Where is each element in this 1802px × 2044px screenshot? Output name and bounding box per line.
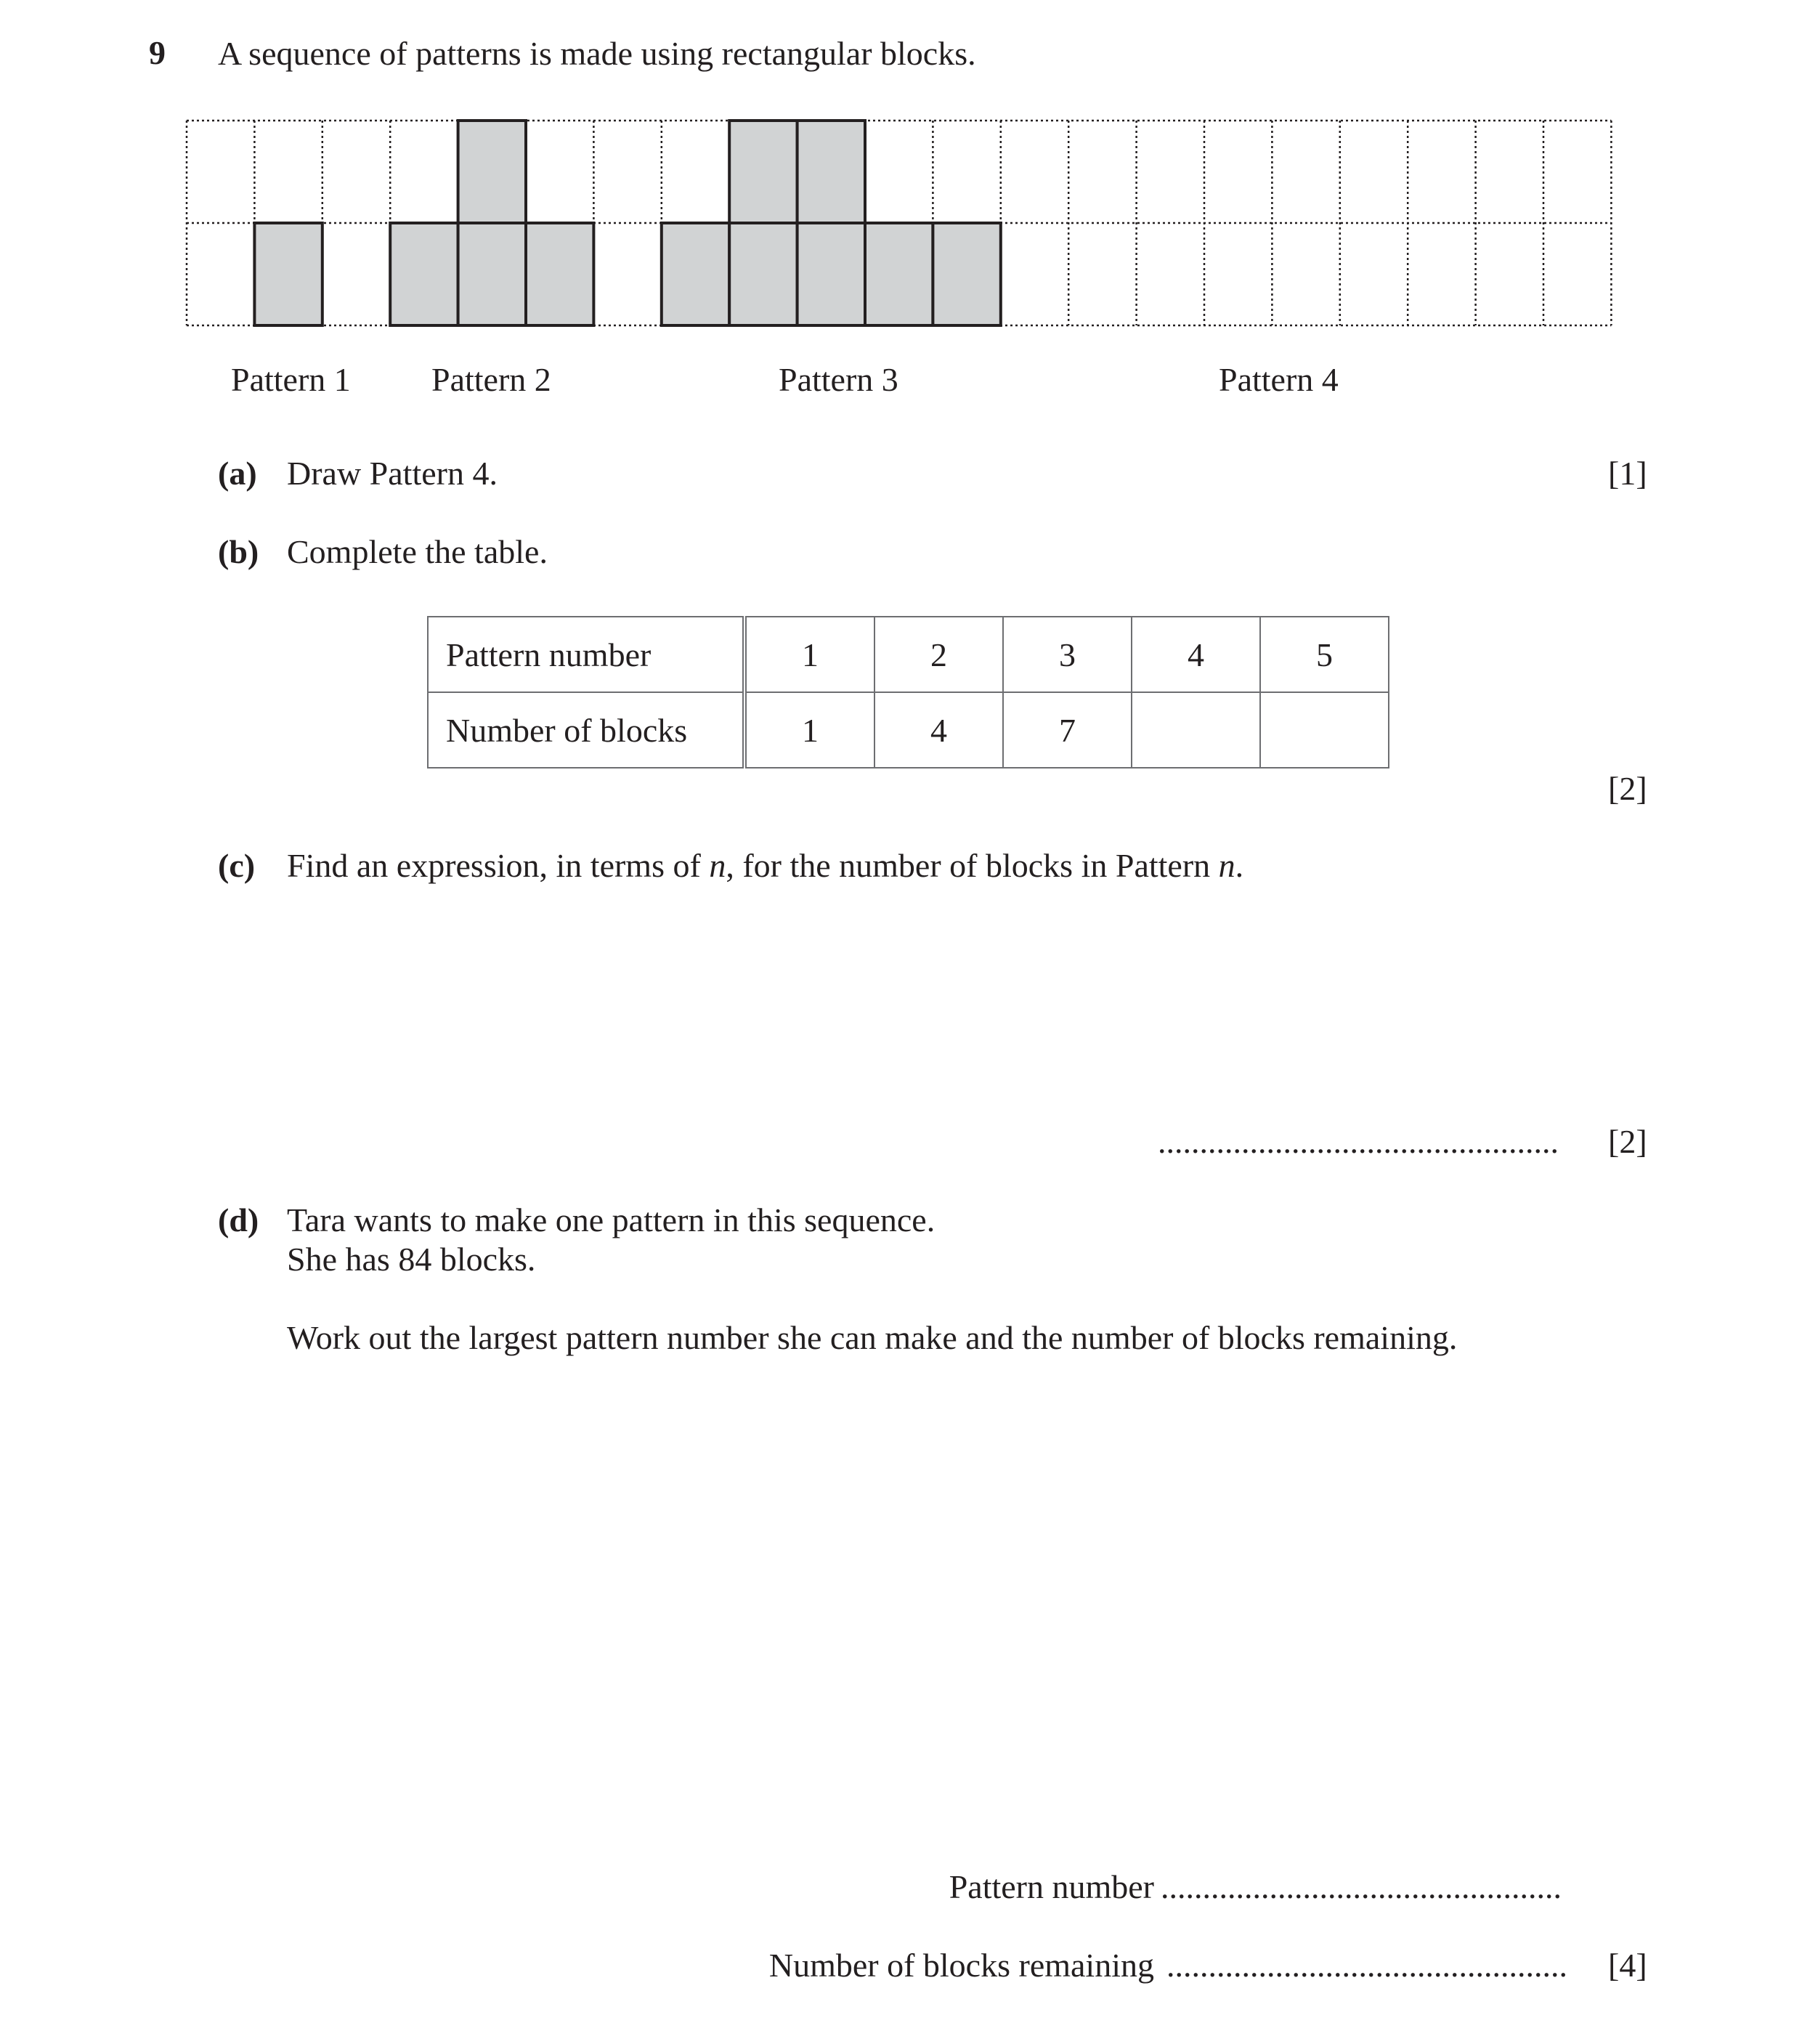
pattern-block [662,223,729,325]
part-d-line-2: She has 84 blocks. [287,1241,536,1278]
table-row-number-of-blocks [428,692,1389,768]
pattern-diagram [0,0,1802,341]
question-intro: A sequence of patterns is made using rectangular blocks. [218,35,976,72]
table-cell: 4 [1132,617,1260,692]
pattern-block [390,223,458,325]
table-answer-cell[interactable] [1260,692,1389,768]
variable-n: n [1218,847,1235,884]
table-row-pattern-number [428,617,1389,692]
pattern-block [797,121,865,223]
table-cell: 1 [744,692,874,768]
table-cell: 7 [1003,692,1132,768]
pattern-1-label: Pattern 1 [231,361,351,398]
part-a-text: Draw Pattern 4. [287,455,498,492]
part-a-label: (a) [218,455,257,492]
part-d-line-1: Tara wants to make one pattern in this sequence. [287,1201,936,1238]
part-c-text-start: Find an expression, in terms of [287,847,710,884]
pattern-block [865,223,933,325]
pattern-2-label: Pattern 2 [431,361,551,398]
part-b-marks: [2] [1608,770,1647,807]
pattern-table [427,616,1389,768]
part-d-line-3: Work out the largest pattern number she can make and the number of blocks remaining. [287,1319,1458,1356]
part-c-label: (c) [218,847,256,884]
table-cell: 4 [874,692,1003,768]
answer-blocks-remaining-line[interactable]: ................................................ [1166,1947,1567,1984]
part-a-marks: [1] [1608,455,1647,492]
table-cell: 5 [1260,617,1389,692]
pattern-block [458,223,526,325]
pattern-3-label: Pattern 3 [779,361,898,398]
pattern-block [254,223,322,325]
table-cell: 2 [874,617,1003,692]
part-c-text-middle: , for the number of blocks in Pattern [726,847,1219,884]
part-c-text-end: . [1235,847,1244,884]
part-c-answer-line[interactable]: ................................................ [1158,1123,1559,1160]
question-number: 9 [149,34,166,71]
answer-pattern-number-line[interactable]: ................................................ [1161,1868,1562,1905]
pattern-block [933,223,1000,325]
table-header-pattern-number: Pattern number [428,617,744,692]
pattern-block [729,223,797,325]
table-cell: 1 [744,617,874,692]
answer-pattern-number-label: Pattern number [949,1868,1154,1905]
pattern-block [797,223,865,325]
table-header-number-of-blocks: Number of blocks [428,692,744,768]
answer-blocks-remaining-label: Number of blocks remaining [768,1947,1154,1984]
part-c-text [287,845,1243,886]
pattern-block [729,121,797,223]
part-c-marks: [2] [1608,1123,1647,1160]
pattern-4-label: Pattern 4 [1219,361,1339,398]
part-d-marks: [4] [1608,1947,1647,1984]
table-cell: 3 [1003,617,1132,692]
part-d-label: (d) [218,1201,259,1238]
part-b-text: Complete the table. [287,533,548,570]
pattern-block [526,223,593,325]
table-answer-cell[interactable] [1132,692,1260,768]
pattern-block [458,121,526,223]
variable-n: n [709,847,726,884]
part-b-label: (b) [218,533,259,570]
